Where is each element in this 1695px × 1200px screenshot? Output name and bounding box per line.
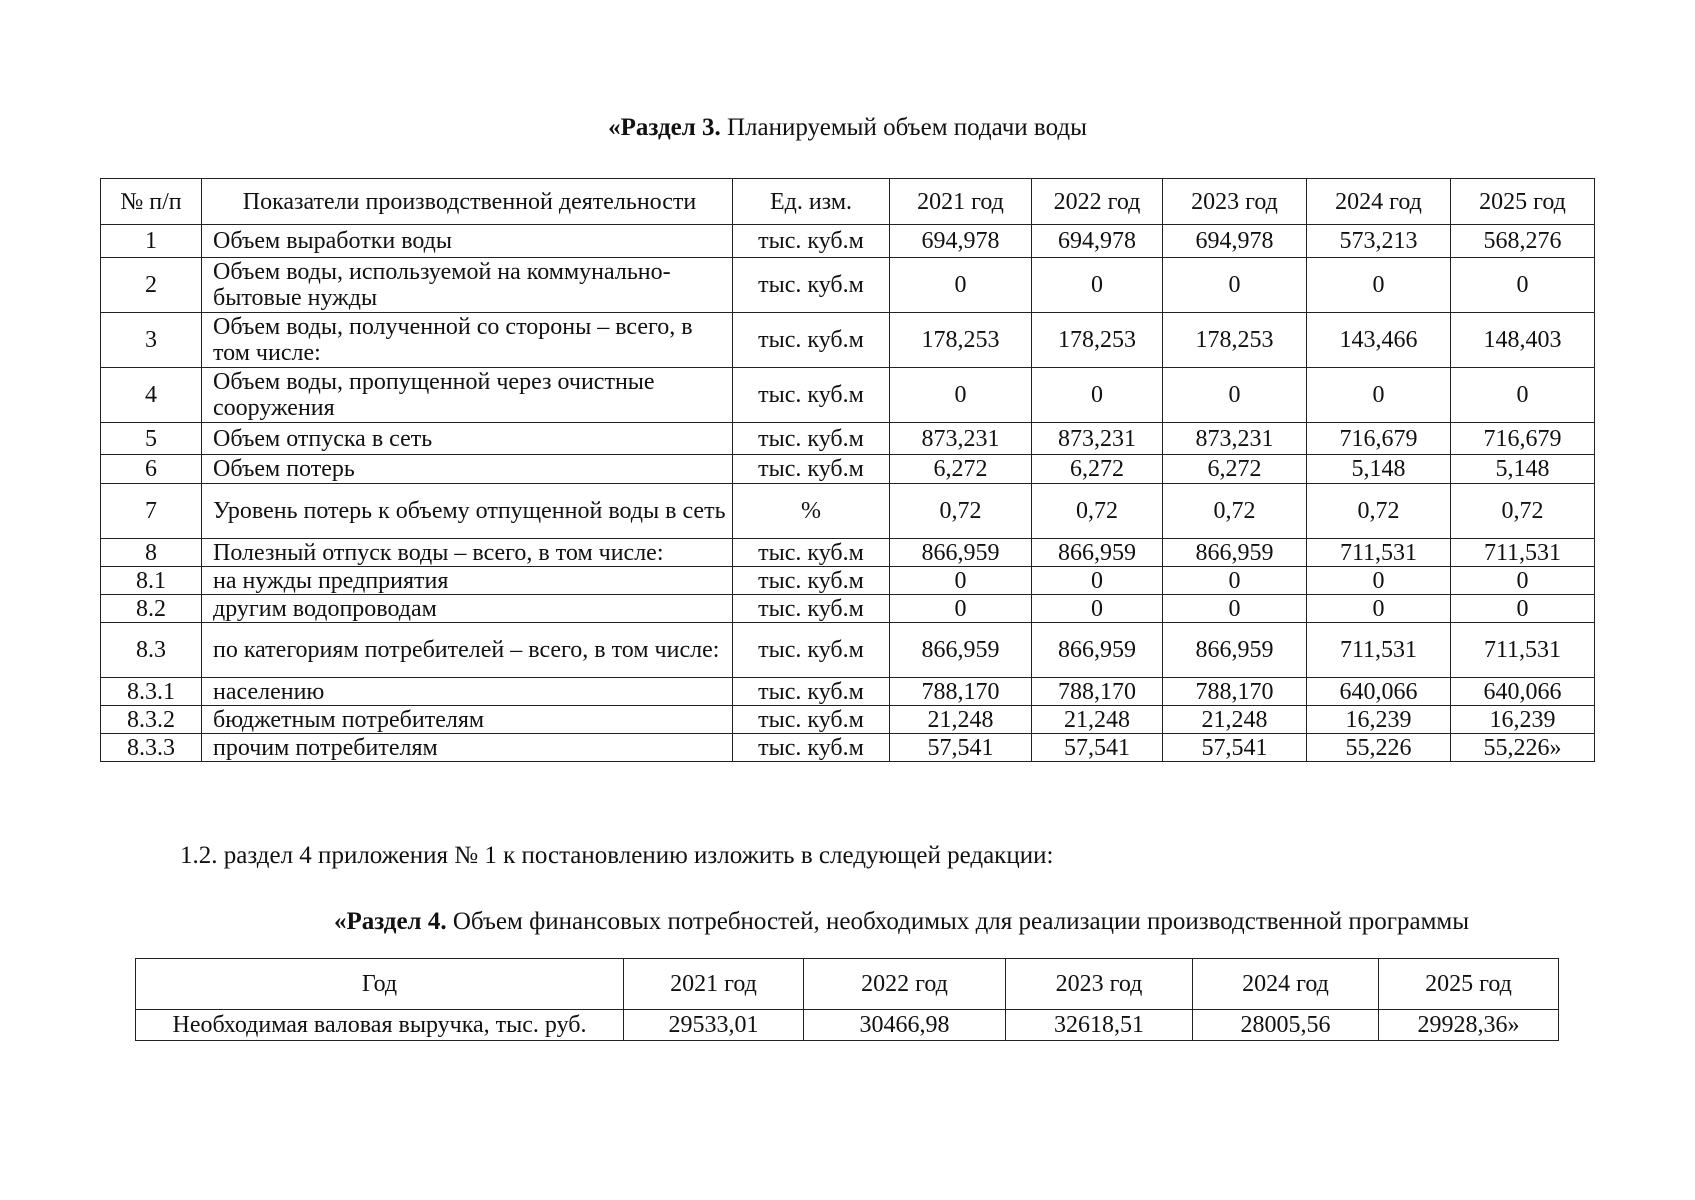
value-2025: 148,403 bbox=[1451, 313, 1595, 368]
indicator-name: Объем отпуска в сеть bbox=[202, 423, 733, 455]
row-number: 8.3.3 bbox=[101, 734, 202, 762]
table-row bbox=[101, 368, 1595, 423]
value-2023: 694,978 bbox=[1163, 225, 1307, 258]
row-number: 8.1 bbox=[101, 567, 202, 595]
value-2023: 866,959 bbox=[1163, 539, 1307, 567]
value-2021: 6,272 bbox=[890, 455, 1032, 484]
table-row bbox=[101, 484, 1595, 539]
unit: тыс. куб.м bbox=[733, 225, 890, 258]
indicator-name: Объем потерь bbox=[202, 455, 733, 484]
column-header-unit: Ед. изм. bbox=[733, 179, 890, 225]
unit: тыс. куб.м bbox=[733, 455, 890, 484]
table-header-row bbox=[136, 959, 1559, 1010]
indicator-name: на нужды предприятия bbox=[202, 567, 733, 595]
value-2024: 716,679 bbox=[1307, 423, 1451, 455]
column-header-2023: 2023 год bbox=[1006, 959, 1193, 1010]
value-2025: 568,276 bbox=[1451, 225, 1595, 258]
indicator-name: Объем воды, полученной со стороны – всего, в том числе: bbox=[202, 313, 733, 368]
row-number: 8.3.2 bbox=[101, 706, 202, 734]
indicator-name: Объем выработки воды bbox=[202, 225, 733, 258]
value-2023: 788,170 bbox=[1163, 678, 1307, 706]
table-row bbox=[101, 678, 1595, 706]
column-header-2025: 2025 год bbox=[1379, 959, 1559, 1010]
table-row bbox=[101, 734, 1595, 762]
value-2021: 788,170 bbox=[890, 678, 1032, 706]
unit: тыс. куб.м bbox=[733, 539, 890, 567]
value-2024: 711,531 bbox=[1307, 623, 1451, 678]
table-row bbox=[136, 1010, 1559, 1041]
table-row bbox=[101, 225, 1595, 258]
value-2025: 716,679 bbox=[1451, 423, 1595, 455]
table-body bbox=[101, 225, 1595, 762]
indicator-name: Объем воды, пропущенной через очистные сооружения bbox=[202, 368, 733, 423]
unit: тыс. куб.м bbox=[733, 423, 890, 455]
value-2023: 873,231 bbox=[1163, 423, 1307, 455]
value-2023: 178,253 bbox=[1163, 313, 1307, 368]
row-number: 7 bbox=[101, 484, 202, 539]
value-2023: 57,541 bbox=[1163, 734, 1307, 762]
unit: тыс. куб.м bbox=[733, 595, 890, 623]
row-number: 4 bbox=[101, 368, 202, 423]
row-number: 8.3 bbox=[101, 623, 202, 678]
table-row bbox=[101, 567, 1595, 595]
table-header-row bbox=[101, 179, 1595, 225]
table-row bbox=[101, 423, 1595, 455]
value-2022: 694,978 bbox=[1032, 225, 1163, 258]
value-2022: 0,72 bbox=[1032, 484, 1163, 539]
row-label: Необходимая валовая выручка, тыс. руб. bbox=[136, 1010, 624, 1041]
value-2024: 711,531 bbox=[1307, 539, 1451, 567]
value-2021: 29533,01 bbox=[624, 1010, 804, 1041]
section-4-title-text: Объем финансовых потребностей, необходимых для реализации производственной программы bbox=[446, 908, 1470, 935]
value-2025: 55,226» bbox=[1451, 734, 1595, 762]
indicator-name: по категориям потребителей – всего, в том числе: bbox=[202, 623, 733, 678]
section-3-title-text: Планируемый объем подачи воды bbox=[720, 114, 1087, 141]
value-2024: 0 bbox=[1307, 567, 1451, 595]
value-2024: 573,213 bbox=[1307, 225, 1451, 258]
table-row bbox=[101, 313, 1595, 368]
row-number: 8 bbox=[101, 539, 202, 567]
value-2024: 16,239 bbox=[1307, 706, 1451, 734]
value-2022: 0 bbox=[1032, 567, 1163, 595]
value-2022: 866,959 bbox=[1032, 623, 1163, 678]
value-2025: 0,72 bbox=[1451, 484, 1595, 539]
column-header-2024: 2024 год bbox=[1307, 179, 1451, 225]
column-header-year: Год bbox=[136, 959, 624, 1010]
column-header-2021: 2021 год bbox=[624, 959, 804, 1010]
value-2022: 30466,98 bbox=[804, 1010, 1006, 1041]
indicator-name: бюджетным потребителям bbox=[202, 706, 733, 734]
value-2025: 0 bbox=[1451, 368, 1595, 423]
section-4-title-bold: «Раздел 4. bbox=[333, 908, 447, 935]
value-2023: 0 bbox=[1163, 258, 1307, 313]
value-2023: 0 bbox=[1163, 595, 1307, 623]
column-header-2025: 2025 год bbox=[1451, 179, 1595, 225]
value-2023: 32618,51 bbox=[1006, 1010, 1193, 1041]
value-2023: 0 bbox=[1163, 567, 1307, 595]
value-2024: 5,148 bbox=[1307, 455, 1451, 484]
indicator-name: Объем воды, используемой на коммунально-бытовые нужды bbox=[202, 258, 733, 313]
value-2024: 0,72 bbox=[1307, 484, 1451, 539]
value-2023: 21,248 bbox=[1163, 706, 1307, 734]
column-header-2022: 2022 год bbox=[1032, 179, 1163, 225]
value-2025: 29928,36» bbox=[1379, 1010, 1559, 1041]
value-2021: 873,231 bbox=[890, 423, 1032, 455]
indicator-name: другим водопроводам bbox=[202, 595, 733, 623]
value-2021: 21,248 bbox=[890, 706, 1032, 734]
column-header-2022: 2022 год bbox=[804, 959, 1006, 1010]
value-2024: 143,466 bbox=[1307, 313, 1451, 368]
row-number: 2 bbox=[101, 258, 202, 313]
value-2025: 0 bbox=[1451, 595, 1595, 623]
value-2025: 711,531 bbox=[1451, 539, 1595, 567]
value-2021: 694,978 bbox=[890, 225, 1032, 258]
value-2023: 0 bbox=[1163, 368, 1307, 423]
row-number: 8.2 bbox=[101, 595, 202, 623]
value-2021: 178,253 bbox=[890, 313, 1032, 368]
unit: тыс. куб.м bbox=[733, 258, 890, 313]
value-2023: 866,959 bbox=[1163, 623, 1307, 678]
value-2022: 873,231 bbox=[1032, 423, 1163, 455]
column-header-2021: 2021 год bbox=[890, 179, 1032, 225]
column-header-indicator: Показатели производственной деятельности bbox=[202, 179, 733, 225]
column-header-2024: 2024 год bbox=[1193, 959, 1379, 1010]
column-header-2023: 2023 год bbox=[1163, 179, 1307, 225]
value-2024: 0 bbox=[1307, 258, 1451, 313]
indicator-name: Полезный отпуск воды – всего, в том числе: bbox=[202, 539, 733, 567]
water-supply-table bbox=[100, 178, 1595, 762]
amendment-paragraph: 1.2. раздел 4 приложения № 1 к постановлению изложить в следующей редакции: bbox=[180, 842, 1054, 869]
unit: тыс. куб.м bbox=[733, 734, 890, 762]
value-2025: 0 bbox=[1451, 567, 1595, 595]
column-header-number: № п/п bbox=[101, 179, 202, 225]
value-2021: 0,72 bbox=[890, 484, 1032, 539]
value-2024: 640,066 bbox=[1307, 678, 1451, 706]
unit: тыс. куб.м bbox=[733, 368, 890, 423]
section-4-title bbox=[0, 908, 1695, 936]
value-2021: 0 bbox=[890, 368, 1032, 423]
value-2021: 0 bbox=[890, 567, 1032, 595]
financial-needs-table bbox=[135, 958, 1559, 1041]
value-2022: 178,253 bbox=[1032, 313, 1163, 368]
value-2024: 0 bbox=[1307, 368, 1451, 423]
value-2025: 16,239 bbox=[1451, 706, 1595, 734]
indicator-name: Уровень потерь к объему отпущенной воды в сеть bbox=[202, 484, 733, 539]
table-row bbox=[101, 455, 1595, 484]
value-2025: 711,531 bbox=[1451, 623, 1595, 678]
unit: тыс. куб.м bbox=[733, 567, 890, 595]
unit: тыс. куб.м bbox=[733, 623, 890, 678]
section-3-title-bold: «Раздел 3. bbox=[608, 114, 721, 141]
value-2024: 0 bbox=[1307, 595, 1451, 623]
value-2025: 0 bbox=[1451, 258, 1595, 313]
table-row bbox=[101, 539, 1595, 567]
value-2021: 57,541 bbox=[890, 734, 1032, 762]
value-2022: 57,541 bbox=[1032, 734, 1163, 762]
value-2022: 788,170 bbox=[1032, 678, 1163, 706]
row-number: 6 bbox=[101, 455, 202, 484]
value-2022: 0 bbox=[1032, 595, 1163, 623]
unit: тыс. куб.м bbox=[733, 313, 890, 368]
value-2021: 866,959 bbox=[890, 623, 1032, 678]
value-2022: 21,248 bbox=[1032, 706, 1163, 734]
value-2025: 5,148 bbox=[1451, 455, 1595, 484]
row-number: 5 bbox=[101, 423, 202, 455]
value-2024: 28005,56 bbox=[1193, 1010, 1379, 1041]
table-row bbox=[101, 623, 1595, 678]
value-2021: 0 bbox=[890, 595, 1032, 623]
value-2023: 6,272 bbox=[1163, 455, 1307, 484]
table-row bbox=[101, 258, 1595, 313]
value-2022: 6,272 bbox=[1032, 455, 1163, 484]
value-2022: 866,959 bbox=[1032, 539, 1163, 567]
unit: % bbox=[733, 484, 890, 539]
section-3-title bbox=[0, 114, 1695, 142]
value-2023: 0,72 bbox=[1163, 484, 1307, 539]
indicator-name: населению bbox=[202, 678, 733, 706]
value-2021: 0 bbox=[890, 258, 1032, 313]
value-2021: 866,959 bbox=[890, 539, 1032, 567]
table-row bbox=[101, 706, 1595, 734]
value-2022: 0 bbox=[1032, 258, 1163, 313]
unit: тыс. куб.м bbox=[733, 706, 890, 734]
unit: тыс. куб.м bbox=[733, 678, 890, 706]
indicator-name: прочим потребителям bbox=[202, 734, 733, 762]
row-number: 3 bbox=[101, 313, 202, 368]
row-number: 8.3.1 bbox=[101, 678, 202, 706]
value-2024: 55,226 bbox=[1307, 734, 1451, 762]
value-2022: 0 bbox=[1032, 368, 1163, 423]
value-2025: 640,066 bbox=[1451, 678, 1595, 706]
table-row bbox=[101, 595, 1595, 623]
row-number: 1 bbox=[101, 225, 202, 258]
